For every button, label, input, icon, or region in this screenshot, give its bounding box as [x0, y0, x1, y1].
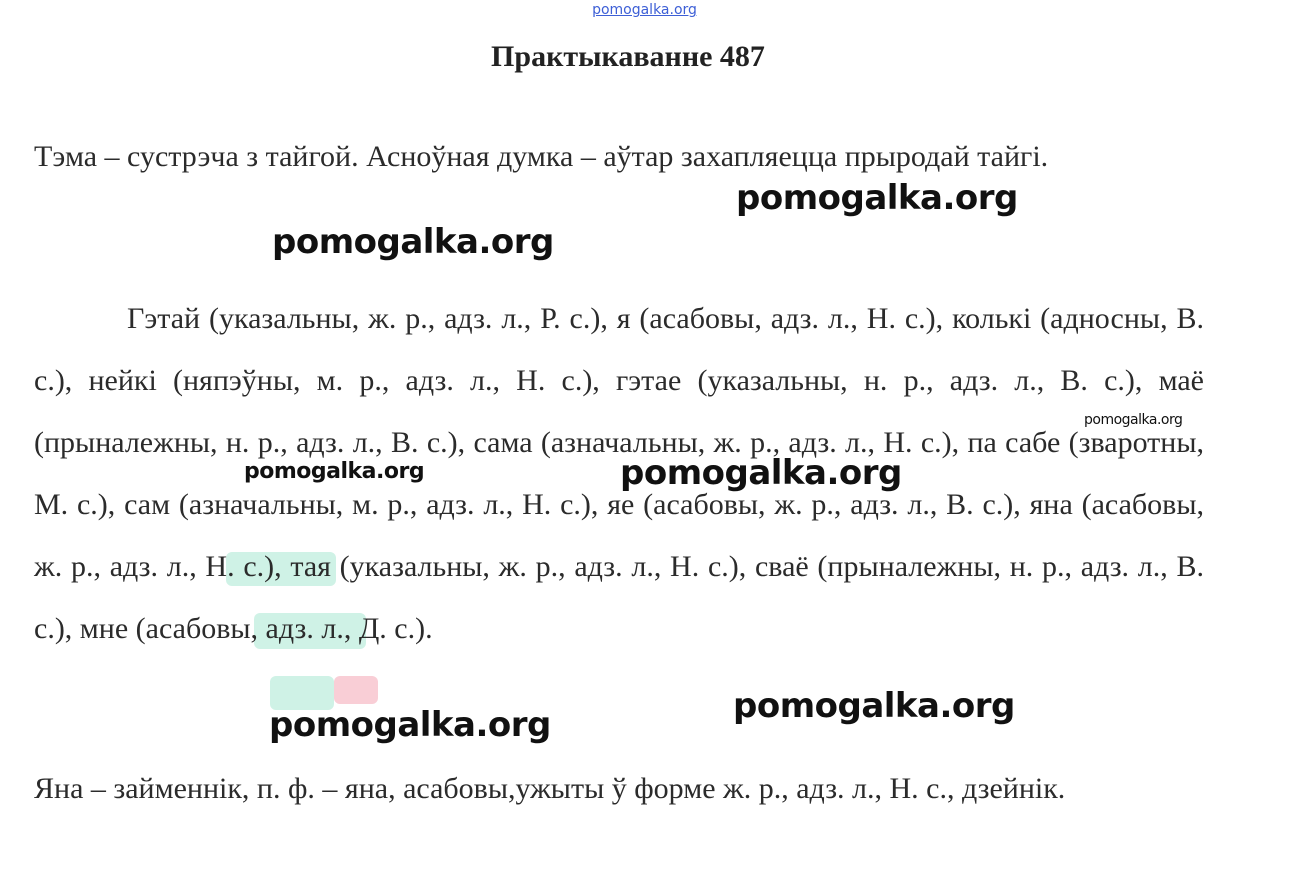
parse-paragraph: Яна – займеннік, п. ф. – яна, асабовы,ужыты ў форме ж. р., адз. л., Н. с., дзейнік.	[34, 772, 1066, 805]
watermark: pomogalka.org	[269, 705, 551, 745]
analysis-paragraph: Гэтай (указальны, ж. р., адз. л., Р. с.), я (асабовы, адз. л., Н. с.), колькі (адносны, В. с.), нейкі (няпэўны, м. р., адз. л., Н. с.), гэтае (указальны, н. р., адз. л., В. с.), маё (прыналежны, н. р., адз. л., В. с.), сама (азначальны, ж. р., адз. л., Н. с.), па сабе (зваротны, М. с.), сам (азначальны, м. р., адз. л., Н. с.), яе (асабовы, ж. р., адз. л., В. с.), яна (асабовы, ж. р., адз. л., Н. с.), тая (указальны, ж. р., адз. л., Н. с.), сваё (прыналежны, н. р., адз. л., В. с.), мне (асабовы, адз. л., Д. с.).	[34, 302, 1204, 645]
watermark: pomogalka.org	[1084, 412, 1183, 428]
highlight-mark	[334, 676, 378, 704]
watermark: pomogalka.org	[620, 453, 902, 493]
watermark: pomogalka.org	[736, 178, 1018, 218]
watermark: pomogalka.org	[244, 459, 425, 484]
watermark: pomogalka.org	[272, 222, 554, 262]
page-title: Практыкаванне 487	[491, 40, 765, 73]
site-link[interactable]: pomogalka.org	[592, 2, 697, 18]
theme-paragraph: Тэма – сустрэча з тайгой. Асноўная думка – аўтар захапляецца прыродай тайгі.	[34, 140, 1049, 173]
watermark: pomogalka.org	[733, 686, 1015, 726]
